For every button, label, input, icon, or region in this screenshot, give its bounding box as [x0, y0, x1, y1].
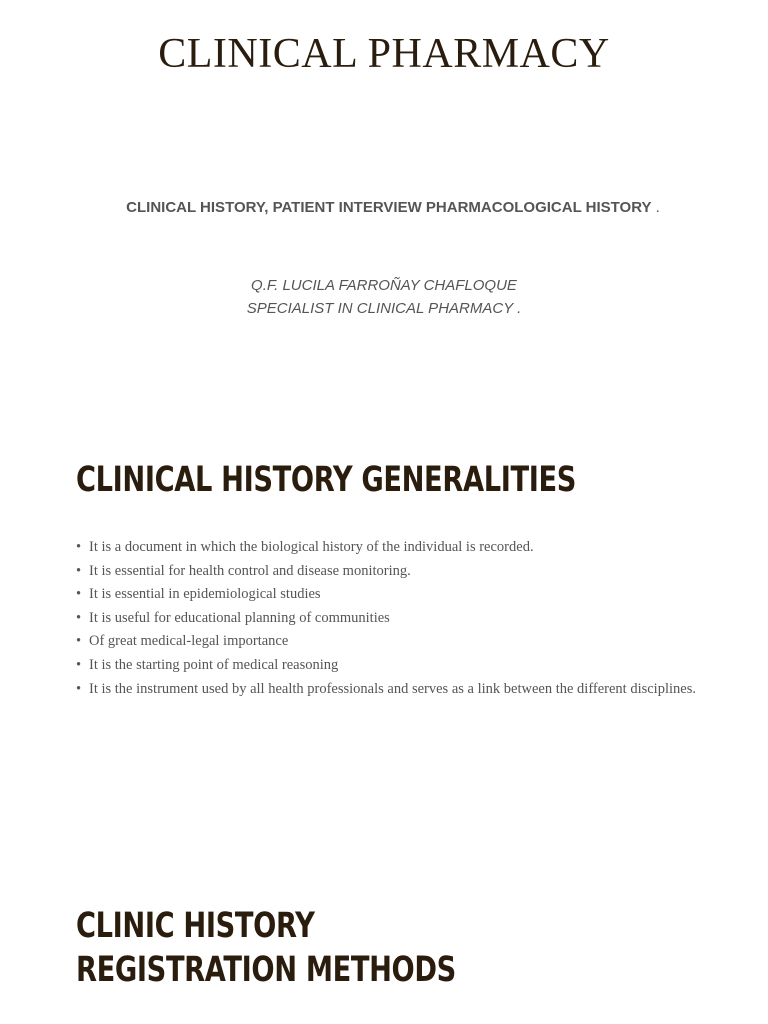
- list-item-text: It is useful for educational planning of communities: [89, 609, 390, 626]
- list-item: [76, 583, 696, 607]
- list-item-text: It is the starting point of medical reasoning: [89, 656, 339, 673]
- bullet-icon: •: [76, 680, 82, 697]
- bullet-icon: •: [76, 633, 82, 650]
- bullet-list: [76, 536, 696, 700]
- list-item: [76, 560, 696, 584]
- bullet-icon: •: [76, 586, 82, 603]
- subtitle: [0, 199, 768, 216]
- list-item: [76, 678, 696, 700]
- page-title: CLINICAL PHARMACY: [158, 31, 610, 77]
- author-name: Q.F. LUCILA FARROÑAY CHAFLOQUE: [251, 277, 517, 294]
- section-heading-generalities: CLINICAL HISTORY GENERALITIES: [76, 460, 576, 500]
- subtitle-dot: .: [651, 199, 660, 216]
- author-block: [0, 274, 768, 320]
- list-item-text: It is the instrument used by all health professionals and serves as a link between the different disciplines.: [89, 680, 696, 697]
- author-title: SPECIALIST IN CLINICAL PHARMACY .: [246, 300, 522, 317]
- list-item: [76, 654, 696, 678]
- list-item-text: It is essential for health control and disease monitoring.: [89, 562, 411, 579]
- list-item-text: It is a document in which the biological history of the individual is recorded.: [89, 539, 534, 555]
- bullet-icon: •: [76, 539, 82, 555]
- bullet-icon: •: [76, 609, 82, 626]
- section-heading-registration-methods: [76, 904, 456, 992]
- section-heading-line: CLINIC HISTORY: [76, 906, 315, 946]
- list-item: [76, 630, 696, 654]
- list-item-text: It is essential in epidemiological studies: [89, 586, 321, 603]
- section-heading-line: REGISTRATION METHODS: [76, 950, 456, 990]
- bullet-icon: •: [76, 656, 82, 673]
- bullet-icon: •: [76, 562, 82, 579]
- list-item-text: Of great medical-legal importance: [89, 633, 289, 650]
- list-item: [76, 607, 696, 631]
- subtitle-text: CLINICAL HISTORY, PATIENT INTERVIEW PHARMACOLOGICAL HISTORY: [126, 199, 652, 216]
- list-item: [76, 536, 696, 560]
